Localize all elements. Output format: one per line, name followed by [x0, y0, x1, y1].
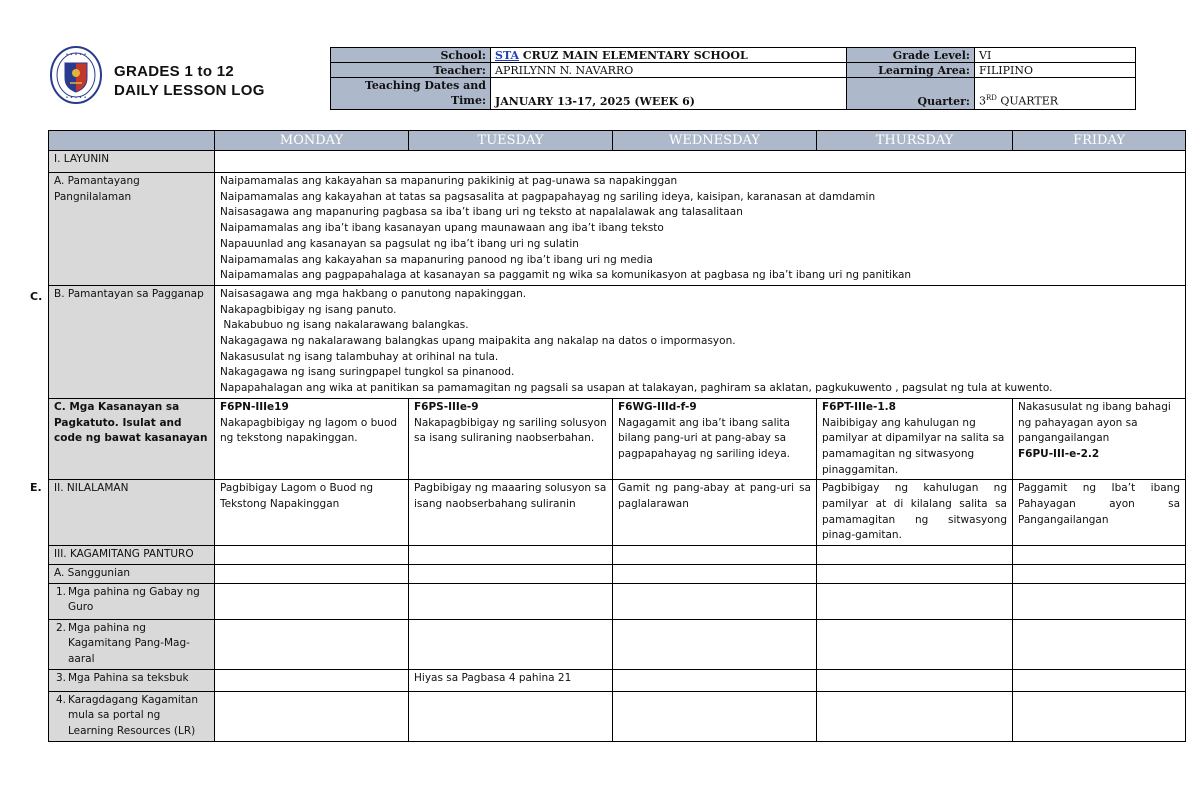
- kasanayan-tuesday-code: F6PS-IIIe-9: [414, 400, 479, 413]
- gabay-guro-text: Mga pahina ng Gabay ng Guro: [68, 585, 200, 614]
- nilalaman-monday: Pagbibigay Lagom o Buod ng Tekstong Napakinggan: [215, 480, 409, 546]
- title-line-2: DAILY LESSON LOG: [114, 82, 265, 99]
- day-header-tuesday: TUESDAY: [409, 131, 613, 151]
- grade-level-label: Grade Level:: [847, 48, 975, 63]
- kagamitan-tuesday: [409, 546, 613, 565]
- item-number: 2.: [55, 621, 66, 634]
- kasanayan-friday-code: F6PU-III-e-2.2: [1018, 447, 1100, 460]
- layunin-label: I. LAYUNIN: [49, 151, 215, 173]
- kasanayan-thursday-text: Naibibigay ang kahulugan ng pamilyar at dipamilyar na salita sa pamamagitan ng sitwasyong pinaggamitan.: [822, 416, 1005, 476]
- side-letter-e: E.: [30, 481, 42, 494]
- day-header-row: [49, 131, 1186, 151]
- pang-magaaral-label: [49, 619, 215, 669]
- teksbuk-wednesday: [613, 669, 817, 691]
- pagganap-line: Naisasagawa ang mga hakbang o panutong napakinggan.: [220, 287, 527, 300]
- sanggunian-monday: [215, 564, 409, 583]
- row-layunin: [49, 151, 1186, 173]
- row-kasanayan: [49, 398, 1186, 480]
- pangnilalaman-line: Naipamamalas ang kakayahan sa mapanuring pakikinig at pag-unawa sa napakinggan: [220, 175, 678, 187]
- kasanayan-tuesday: [409, 398, 613, 480]
- nilalaman-wednesday: Gamit ng pang-abay at pang-uri sa paglalarawan: [613, 480, 817, 546]
- kagamitan-label: III. KAGAMITANG PANTURO: [49, 546, 215, 565]
- row-pamantayan-pagganap: [49, 285, 1186, 398]
- teksbuk-text: Mga Pahina sa teksbuk: [68, 671, 189, 684]
- row-nilalaman: [49, 480, 1186, 546]
- pangnilalaman-line: Naisasagawa ang mapanuring pagbasa sa iba’t ibang uri ng teksto at napalalawak ang talasalitaan: [220, 206, 743, 219]
- karagdagang-tuesday: [409, 691, 613, 741]
- pangnilalaman-line: Napauunlad ang kasanayan sa pagsulat ng iba’t ibang uri ng sulatin: [220, 237, 579, 250]
- learning-area-label: Learning Area:: [847, 63, 975, 78]
- school-prefix-link[interactable]: STA: [495, 48, 520, 62]
- row-kagamitan: [49, 546, 1186, 565]
- gabay-tuesday: [409, 583, 613, 619]
- kasanayan-monday-code: F6PN-IIIe19: [220, 400, 289, 413]
- kasanayan-thursday-code: F6PT-IIIe-1.8: [822, 400, 896, 413]
- pamantayan-pagganap-label: B. Pamantayan sa Pagganap: [49, 285, 215, 398]
- document-title: [114, 62, 265, 100]
- sanggunian-thursday: [817, 564, 1013, 583]
- magaaral-wednesday: [613, 619, 817, 669]
- karagdagang-thursday: [817, 691, 1013, 741]
- layunin-empty-cell: [215, 151, 1186, 173]
- pamantayan-pagganap-content: [215, 285, 1186, 398]
- row-pang-magaaral: [49, 619, 1186, 669]
- magaaral-thursday: [817, 619, 1013, 669]
- quarter-label: Quarter:: [847, 78, 975, 110]
- gabay-friday: [1013, 583, 1186, 619]
- row-teksbuk: [49, 669, 1186, 691]
- kasanayan-friday: [1013, 398, 1186, 480]
- school-value: [491, 48, 847, 63]
- sanggunian-friday: [1013, 564, 1186, 583]
- pagganap-line: Nakapagbibigay ng isang panuto.: [220, 303, 397, 316]
- item-number: 1.: [55, 585, 66, 598]
- item-number: 3.: [55, 671, 66, 684]
- quarter-value: [975, 78, 1136, 110]
- sanggunian-wednesday: [613, 564, 817, 583]
- pagganap-line: Nakagagawa ng nakalarawang balangkas upang maipakita ang nakalap na datos o impormasyon.: [220, 335, 736, 348]
- magaaral-friday: [1013, 619, 1186, 669]
- kagamitan-friday: [1013, 546, 1186, 565]
- magaaral-monday: [215, 619, 409, 669]
- kasanayan-tuesday-text: Nakapagbibigay ng sariling solusyon sa isang suliraning naobserbahan.: [414, 416, 607, 445]
- pagganap-line: Nakabubuo ng isang nakalarawang balangkas.: [220, 319, 469, 332]
- kasanayan-wednesday: [613, 398, 817, 480]
- kagamitan-wednesday: [613, 546, 817, 565]
- teaching-dates-label: Teaching Dates and Time:: [331, 78, 491, 110]
- sanggunian-label: A. Sanggunian: [49, 564, 215, 583]
- kagamitan-monday: [215, 546, 409, 565]
- karagdagang-text: Karagdagang Kagamitan mula sa portal ng Learning Resources (LR): [68, 693, 198, 738]
- teksbuk-monday: [215, 669, 409, 691]
- teacher-value: APRILYNN N. NAVARRO: [491, 63, 847, 78]
- learning-area-value: FILIPINO: [975, 63, 1136, 78]
- row-sanggunian: [49, 564, 1186, 583]
- header-corner-cell: [49, 131, 215, 151]
- karagdagang-friday: [1013, 691, 1186, 741]
- magaaral-tuesday: [409, 619, 613, 669]
- svg-text:• • • • •: • • • • •: [65, 95, 87, 101]
- teksbuk-tuesday: Hiyas sa Pagbasa 4 pahina 21: [409, 669, 613, 691]
- svg-text:• • • • •: • • • • •: [65, 52, 87, 58]
- title-line-1: GRADES 1 to 12: [114, 63, 235, 80]
- day-header-monday: MONDAY: [215, 131, 409, 151]
- quarter-text: QUARTER: [996, 95, 1059, 108]
- pangnilalaman-line: Naipamamalas ang kakayahan at tatas sa pagsasalita at pagpapahayag ng sariling ideya, kaisipan, karanasan at damdamin: [220, 190, 876, 203]
- kasanayan-monday: [215, 398, 409, 480]
- pamantayang-pangnilalaman-content: [215, 173, 1186, 286]
- row-karagdagang-kagamitan: [49, 691, 1186, 741]
- school-name-rest: CRUZ MAIN ELEMENTARY SCHOOL: [519, 48, 748, 62]
- nilalaman-thursday: Pagbibigay ng kahulugan ng pamilyar at di kilalang salita sa pamamagitan ng sitwasyong pinag-gamitan.: [817, 480, 1013, 546]
- lesson-log-table: [48, 130, 1186, 742]
- day-header-wednesday: WEDNESDAY: [613, 131, 817, 151]
- day-header-friday: FRIDAY: [1013, 131, 1186, 151]
- item-number: 4.: [55, 693, 66, 706]
- quarter-ordinal: RD: [986, 94, 997, 103]
- kasanayan-wednesday-text: Nagagamit ang iba’t ibang salita bilang pang-uri at pang-abay sa pagpapahayag ng sariling ideya.: [618, 416, 791, 460]
- kasanayan-wednesday-code: F6WG-IIId-f-9: [618, 400, 697, 413]
- sanggunian-tuesday: [409, 564, 613, 583]
- gabay-thursday: [817, 583, 1013, 619]
- pagganap-line: Napapahalagan ang wika at panitikan sa pamamagitan ng pagsali sa usapan at talakayan, paghiram sa aklatan, pagkukuwento , pagsulat ng tula at kuwento.: [220, 382, 1053, 395]
- pangnilalaman-line: Naipamamalas ang kakayahan sa mapanuring panood ng iba’t ibang uri ng media: [220, 253, 653, 266]
- row-pamantayang-pangnilalaman: [49, 173, 1186, 286]
- nilalaman-tuesday: Pagbibigay ng maaaring solusyon sa isang naobserbahang suliranin: [409, 480, 613, 546]
- kasanayan-label: C. Mga Kasanayan sa Pagkatuto. Isulat and code ng bawat kasanayan: [49, 398, 215, 480]
- karagdagang-wednesday: [613, 691, 817, 741]
- karagdagang-monday: [215, 691, 409, 741]
- day-header-thursday: THURSDAY: [817, 131, 1013, 151]
- kasanayan-monday-text: Nakapagbibigay ng lagom o buod ng tekstong napakinggan.: [220, 416, 398, 445]
- pagganap-line: Nakagagawa ng isang suringpapel tungkol sa pinanood.: [220, 366, 515, 379]
- row-gabay-guro: [49, 583, 1186, 619]
- quarter-number: 3: [979, 95, 986, 108]
- teacher-label: Teacher:: [331, 63, 491, 78]
- pangnilalaman-line: Naipamamalas ang pagpapahalaga at kasanayan sa paggamit ng wika sa komunikasyon at pagbasa ng iba’t ibang uri ng panitikan: [220, 269, 912, 282]
- karagdagang-label: [49, 691, 215, 741]
- kagamitan-thursday: [817, 546, 1013, 565]
- teaching-dates-value: JANUARY 13-17, 2025 (WEEK 6): [491, 78, 847, 110]
- gabay-monday: [215, 583, 409, 619]
- school-label: School:: [331, 48, 491, 63]
- nilalaman-friday: Paggamit ng Iba’t ibang Pahayagan ayon sa Pangangailangan: [1013, 480, 1186, 546]
- teksbuk-friday: [1013, 669, 1186, 691]
- teksbuk-label: [49, 669, 215, 691]
- pang-magaaral-text: Mga pahina ng Kagamitang Pang-Mag-aaral: [68, 621, 190, 665]
- header-info-table: [330, 47, 1136, 110]
- kasanayan-thursday: [817, 398, 1013, 480]
- pamantayang-pangnilalaman-label: A. Pamantayang Pangnilalaman: [49, 173, 215, 286]
- deped-seal-icon: [50, 45, 102, 105]
- side-letter-c: C.: [30, 290, 43, 303]
- teksbuk-thursday: [817, 669, 1013, 691]
- pagganap-line: Nakasusulat ng isang talambuhay at orihinal na tula.: [220, 350, 499, 363]
- kasanayan-friday-text: Nakasusulat ng ibang bahagi ng pahayagan ayon sa pangangailangan: [1018, 400, 1171, 445]
- gabay-wednesday: [613, 583, 817, 619]
- grade-level-value: VI: [975, 48, 1136, 63]
- nilalaman-label: II. NILALAMAN: [49, 480, 215, 546]
- pangnilalaman-line: Naipamamalas ang iba’t ibang kasanayan upang maunawaan ang iba’t ibang teksto: [220, 222, 664, 235]
- gabay-guro-label: [49, 583, 215, 619]
